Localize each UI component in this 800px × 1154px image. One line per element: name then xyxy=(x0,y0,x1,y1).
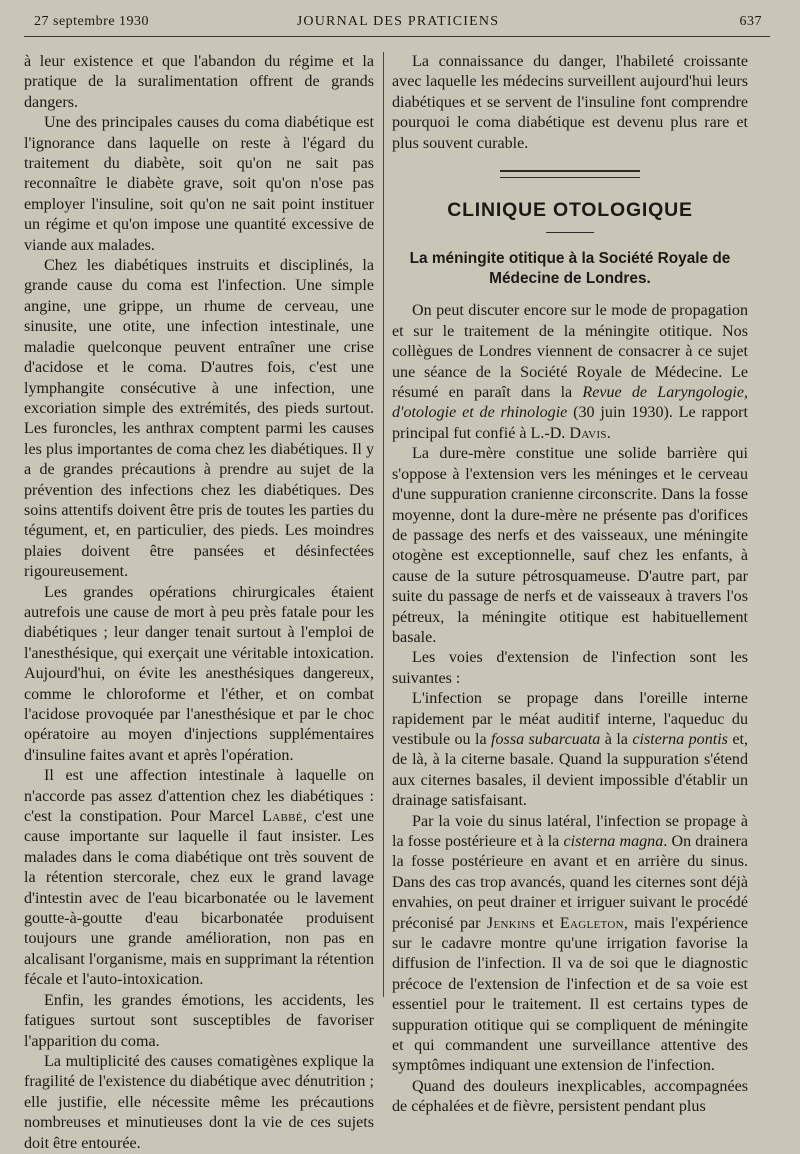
author-name: Davis xyxy=(569,424,607,442)
paragraph xyxy=(24,766,374,990)
left-column xyxy=(24,52,374,1154)
text-run: et xyxy=(535,914,560,932)
anatomical-term: cisterna magna xyxy=(563,833,664,850)
journal-title: JOURNAL DES PRATICIENS xyxy=(296,14,500,29)
section-separator xyxy=(500,170,640,178)
paragraph: Chez les diabétiques instruits et disciplinés, la grande cause du coma est l'infection. Une simple angine, une grippe, un rhume de cerveau, une sinusite, une otite, une infection intestinale, une maladie quelconque peuvent entraîner une crise d'acidose et le coma. D'autres fois, c'est une lymphangite consécutive à une infection, une excoriation simple des extrémités, des pieds surtout. Les furoncles, les anthrax comptent parmi les causes les plus importantes de coma chez les diabétiques. Il y a de grandes précautions à prendre au sujet de la prévention des infections chez les diabétiques. Des soins attentifs doivent être pris de toutes les parties du tégument, et, en particulier, des pieds. Les moindres plaies doivent être pansées et désinfectées rigoureusement. xyxy=(24,257,374,581)
paragraph: à leur existence et que l'abandon du régime et la pratique de la suralimentation offrent de grands dangers. xyxy=(24,53,374,111)
paragraph: Les grandes opérations chirurgicales étaient autrefois une cause de mort à peu près fatale pour les diabétiques ; leur danger tenait surtout à l'emploi de l'anesthésique, qui exerçait une véritable intoxication. Aujourd'hui, on évite les anesthésiques dangereux, comme le chloroforme et l'éther, et on combat l'acidose provoquée par l'anesthésique et par le choc opératoire au moyen d'injections supplémentaires d'insuline faites avant et après l'opération. xyxy=(24,583,374,764)
paragraph: La dure-mère constitue une solide barrière qui s'oppose à l'extension vers les méninges et le cerveau d'une suppuration cranienne circonscrite. Dans la fosse moyenne, dont la dure-mère ne présente pas d'orifices de passage des nerfs et des vaisseaux, une méningite otogène est exceptionnelle, sauf chez les enfants, à cause de la suture pétrosquameuse. D'autre part, par suite du passage de nerfs et de vaisseaux à travers l'os pétreux, la méningite otitique est habituellement basale. xyxy=(392,445,748,646)
column-divider xyxy=(383,52,384,997)
header-rule xyxy=(24,36,770,37)
text-run: et, de là, à la citerne basale. Quand la suppuration s'étend aux citernes basales, il devient impossible d'établir un drainage satisfaisant. xyxy=(392,730,748,810)
anatomical-term: cisterna pontis xyxy=(632,730,728,748)
paragraph xyxy=(392,301,748,444)
paragraph: Une des principales causes du coma diabétique est l'ignorance dans laquelle on reste à l'égard du traitement du diabète, soit qu'on ne sait pas reconnaître le diabète grave, soit qu'on n'ose pas employer l'insuline, soit qu'on ne sait point instituer un régime et qu'on impose une quantité excessive de viande aux malades. xyxy=(24,114,374,254)
text-run: Il est une affection intestinale à laquelle on n'accorde pas assez d'attention chez les diabétiques : c'est la constipation. Pour Marcel xyxy=(24,767,374,826)
section-title: CLINIQUE OTOLOGIQUE xyxy=(447,199,693,222)
text-run: Par la voie du sinus latéral, l'infection se propage à la fosse postérieure et à la xyxy=(392,812,748,850)
text-run: (30 juin 1930). Le rapport principal fut confié à L.-D. xyxy=(392,404,748,442)
text-run: . On drainera la fosse postérieure en avant et en arrière du sinus. Dans des cas trop avancés, quand les citernes sont déjà envahies, on peut drainer et irriguer suivant le procédé préconisé par xyxy=(392,833,748,932)
anatomical-term: fossa subarcuata xyxy=(491,730,601,748)
article-title: La méningite otitique à la Société Royale de Médecine de Londres. xyxy=(409,250,731,288)
page-header xyxy=(34,14,762,36)
paragraph: La multiplicité des causes comatigènes explique la fragilité de l'existence du diabétique avec dénutrition ; elle justifie, elle nécessite même les précautions nombreuses et minutieuses dont la vie de ces sujets doit être entourée. xyxy=(24,1052,374,1152)
text-run: à la xyxy=(600,730,633,748)
text-run: On peut discuter encore sur le mode de propagation et sur le traitement de la méningite otitique. Nos collègues de Londres viennent de consacrer à ce sujet une séance de la Société Royale de Médecine. Le résumé en paraît dans la xyxy=(392,302,748,402)
paragraph xyxy=(392,812,748,1077)
text-run: L'infection se propage dans l'oreille interne rapidement par le méat auditif interne, l'aqueduc du vestibule ou la xyxy=(392,690,748,748)
author-name: Labbé xyxy=(262,808,303,826)
paragraph: Enfin, les grandes émotions, les accidents, les fatigues surtout sont susceptibles de favoriser l'apparition du coma. xyxy=(24,991,374,1050)
author-name: Eagleton xyxy=(559,914,624,932)
title-rule xyxy=(546,232,594,233)
paragraph: La connaissance du danger, l'habileté croissante avec laquelle les médecins surveillent aujourd'hui leurs diabétiques et se servent de l'insuline font comprendre pourquoi le coma diabétique est devenu plus rare et plus souvent curable. xyxy=(392,53,748,152)
text-run: , c'est une cause importante sur laquelle il faut insister. Les malades dans le coma diabétique ont très souvent de la rétention stercorale, chez eux le grand lavage d'intestin avec de l'eau bicarbonatée ou le lavement goutte-à-goutte d'eau bicarbonatée produisent toujours une grande amélioration, non pas en alcalisant l'organisme, mais en supprimant la rétention fécale et l'auto-intoxication. xyxy=(24,808,374,989)
paragraph xyxy=(392,689,748,811)
page-number: 637 xyxy=(739,14,762,29)
paragraph: Quand des douleurs inexplicables, accompagnées de céphalées et de fièvre, persistent pendant plus xyxy=(392,1077,748,1116)
author-name: Jenkins xyxy=(486,914,536,932)
text-run: . xyxy=(606,424,611,442)
right-column xyxy=(392,52,748,1118)
header-date: 27 septembre 1930 xyxy=(34,14,150,29)
text-run: , mais l'expérience sur le cadavre montre qu'une irrigation favorise la diffusion de l'infection. Il va de soi que le diagnostic précoce de l'extension de l'infection et de sa voie est essentiel pour le traitement. Il est certains types de suppuration otitique qui se compliquent de méningite et qui commandent une surveillance attentive des symptômes indiquant une extension de l'infection. xyxy=(392,914,748,1075)
paragraph: Les voies d'extension de l'infection sont les suivantes : xyxy=(392,649,748,687)
journal-reference: Revue de Laryngologie, d'otologie et de rhinologie xyxy=(392,384,749,422)
